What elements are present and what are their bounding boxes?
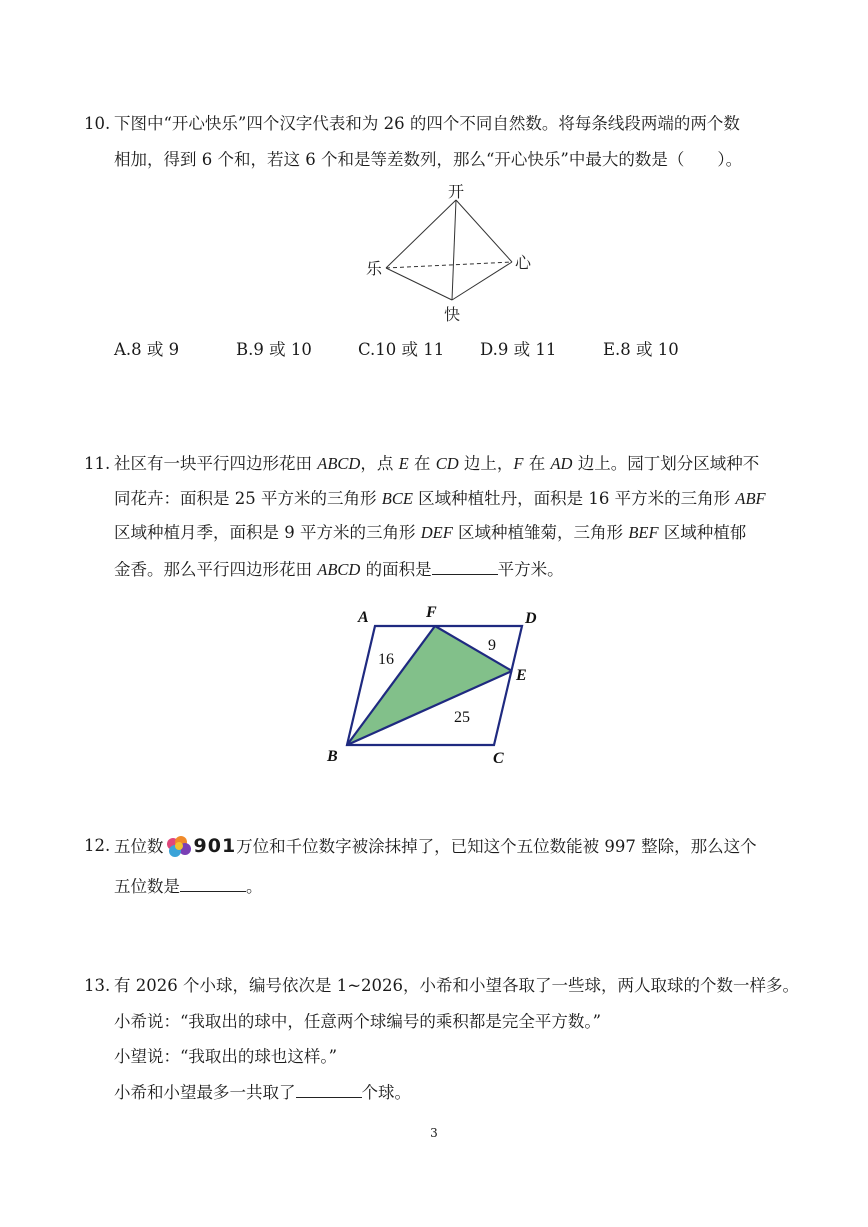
q10-option-d: D.9 或 11 <box>480 340 557 359</box>
q10-text-line1: 下图中“开心快乐”四个汉字代表和为 26 的四个不同自然数。将每条线段两端的两个数 <box>114 114 740 133</box>
q10-option-e: E.8 或 10 <box>603 340 679 359</box>
area-label-bce: 25 <box>454 709 470 726</box>
edge-top-left <box>386 200 456 268</box>
label-right: 心 <box>515 255 532 272</box>
q10-option-a: A.8 或 9 <box>114 340 180 359</box>
q13-text-line2: 小希说：“我取出的球中，任意两个球编号的乘积都是完全平方数。” <box>114 1012 602 1031</box>
vertex-b: B <box>327 748 338 765</box>
area-label-def: 9 <box>488 637 496 654</box>
q10-number: 10. <box>84 114 111 133</box>
edge-right-bottom <box>452 262 512 300</box>
ink-smudge-icon <box>164 835 194 857</box>
q11-text-line1: 社区有一块平行四边形花田 ABCD，点 E 在 CD 边上，F 在 AD 边上。园丁划分区域种不 <box>114 454 760 473</box>
edge-left-bottom <box>386 268 452 300</box>
q11-text-line4: 金香。那么平行四边形花田 ABCD 的面积是 平方米。 <box>114 560 564 579</box>
page-number: 3 <box>430 1126 438 1140</box>
q10-option-b: B.9 或 10 <box>236 340 312 359</box>
vertex-e: E <box>516 667 527 684</box>
q13-answer-blank <box>296 1083 362 1098</box>
q10-tetrahedron-diagram <box>360 178 540 328</box>
edge-top-right <box>456 200 512 262</box>
q12-answer-blank <box>180 877 246 892</box>
edge-left-right-hidden <box>386 262 512 268</box>
vertex-c: C <box>493 750 504 767</box>
edge-top-bottom <box>452 200 456 300</box>
q11-number: 11. <box>84 454 111 473</box>
q13-text-line4: 小希和小望最多一共取了 个球。 <box>114 1083 411 1102</box>
label-bottom: 快 <box>444 307 461 324</box>
q13-number: 13. <box>84 976 111 995</box>
label-top: 开 <box>448 184 465 201</box>
vertex-d: D <box>525 610 537 627</box>
q11-text-line2: 同花卉：面积是 25 平方米的三角形 BCE 区域种植牡丹，面积是 16 平方米的三角形 ABF <box>114 489 766 508</box>
q12-text-line2: 五位数是 。 <box>114 877 263 896</box>
q11-parallelogram-figure <box>320 598 550 772</box>
q13-text-line1: 有 2026 个小球，编号依次是 1~2026，小希和小望各取了一些球，两人取球的个数一样多。 <box>114 976 800 995</box>
q11-text-line3: 区域种植月季，面积是 9 平方米的三角形 DEF 区域种植雏菊，三角形 BEF 区域种植郁 <box>114 523 747 542</box>
q10-option-c: C.10 或 11 <box>358 340 445 359</box>
q10-text-line2: 相加，得到 6 个和，若这 6 个和是等差数列，那么“开心快乐”中最大的数是（ ）。 <box>114 150 743 169</box>
q11-answer-blank <box>432 560 498 575</box>
area-label-abf: 16 <box>378 651 394 668</box>
q12-number: 12. <box>84 836 111 855</box>
label-left: 乐 <box>366 261 383 278</box>
vertex-f: F <box>426 604 437 621</box>
q12-text-line1: 五位数 901万位和千位数字被涂抹掉了，已知这个五位数能被 997 整除，那么这个 <box>114 835 757 857</box>
vertex-a: A <box>358 609 369 626</box>
q13-text-line3: 小望说：“我取出的球也这样。” <box>114 1047 338 1066</box>
